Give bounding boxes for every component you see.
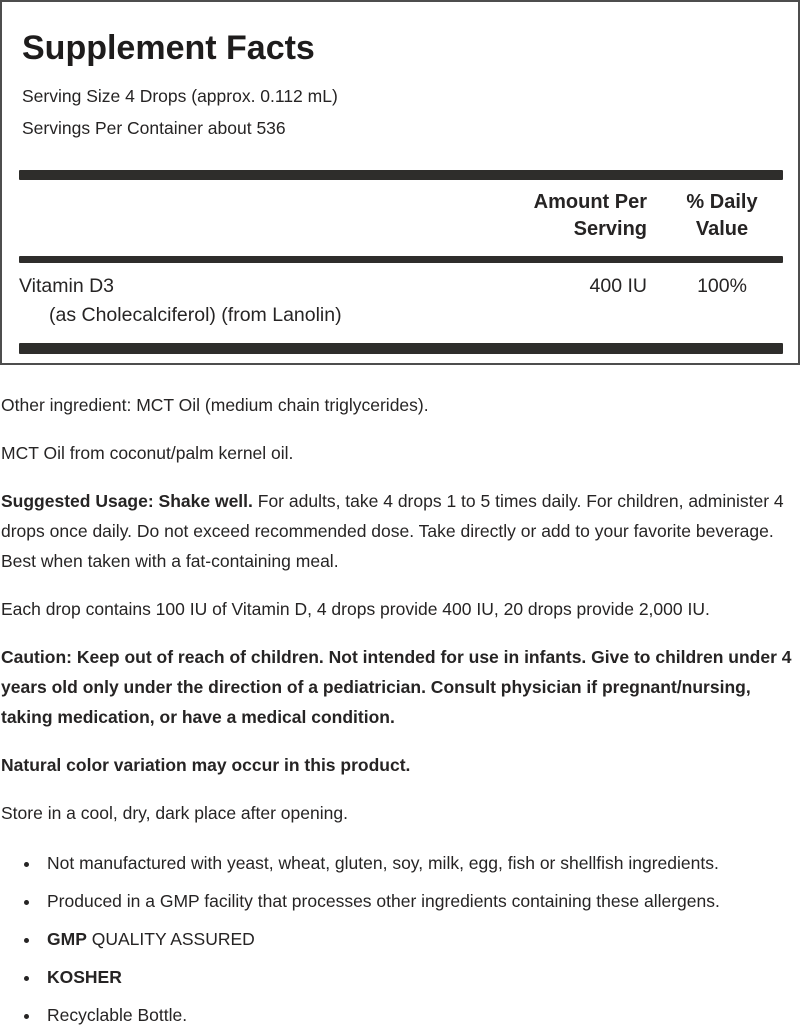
- paragraph-natural-color: Natural color variation may occur in this product.: [1, 755, 411, 775]
- table-row-vitamin-d3: [19, 263, 783, 343]
- paragraph-other-ingredient: Other ingredient: MCT Oil (medium chain triglycerides).: [1, 395, 429, 415]
- label-body-text: [0, 390, 800, 1030]
- paragraph-drop-info: Each drop contains 100 IU of Vitamin D, 4 drops provide 400 IU, 20 drops provide 2,000 IU.: [1, 599, 710, 619]
- paragraph-mct-source: MCT Oil from coconut/palm kernel oil.: [1, 443, 294, 463]
- bullet-gmp-quality: • GMP QUALITY ASSURED: [41, 924, 796, 954]
- serving-size: Serving Size 4 Drops (approx. 0.112 mL): [22, 86, 338, 106]
- nutrient-daily-value: 100%: [697, 275, 747, 297]
- divider-bar-medium: [19, 256, 783, 263]
- divider-bar-thick-top: [19, 170, 783, 180]
- nutrient-amount: 400 IU: [589, 275, 647, 297]
- table-header-row: [19, 180, 783, 256]
- bullet-recyclable: • Recyclable Bottle.: [41, 1000, 796, 1030]
- paragraph-suggested-usage: Suggested Usage: Shake well. For adults, take 4 drops 1 to 5 times daily. For children, administer 4 drops once daily. Do not exceed recommended dose. Take directly or add to your favorite beverage. Best when taken with a fat-containing meal.: [1, 491, 784, 571]
- paragraph-storage: Store in a cool, dry, dark place after opening.: [1, 803, 348, 823]
- divider-bar-thick-bottom: [19, 343, 783, 354]
- bullet-kosher: • KOSHER: [41, 962, 796, 992]
- nutrient-name-main: Vitamin D3: [19, 275, 115, 297]
- panel-title: Supplement Facts: [22, 29, 315, 67]
- servings-per-container: Servings Per Container about 536: [22, 118, 286, 138]
- paragraph-caution: Caution: Keep out of reach of children. Not intended for use in infants. Give to children under 4 years old only under the direction of a pediatrician. Consult physician if pregnant/nursing, taking medication, or have a medical condition.: [1, 647, 792, 727]
- bullet-gmp-facility: • Produced in a GMP facility that processes other ingredients containing these allergens.: [41, 886, 796, 916]
- supplement-facts-panel: [0, 0, 800, 365]
- bullet-allergen-free: • Not manufactured with yeast, wheat, gluten, soy, milk, egg, fish or shellfish ingredients.: [41, 848, 796, 878]
- column-header-amount: Amount Per Serving: [533, 191, 647, 240]
- column-header-daily-value: % Daily Value: [686, 191, 758, 240]
- nutrient-name-detail: (as Cholecalciferol) (from Lanolin): [49, 304, 342, 326]
- nutrient-name: [19, 272, 502, 330]
